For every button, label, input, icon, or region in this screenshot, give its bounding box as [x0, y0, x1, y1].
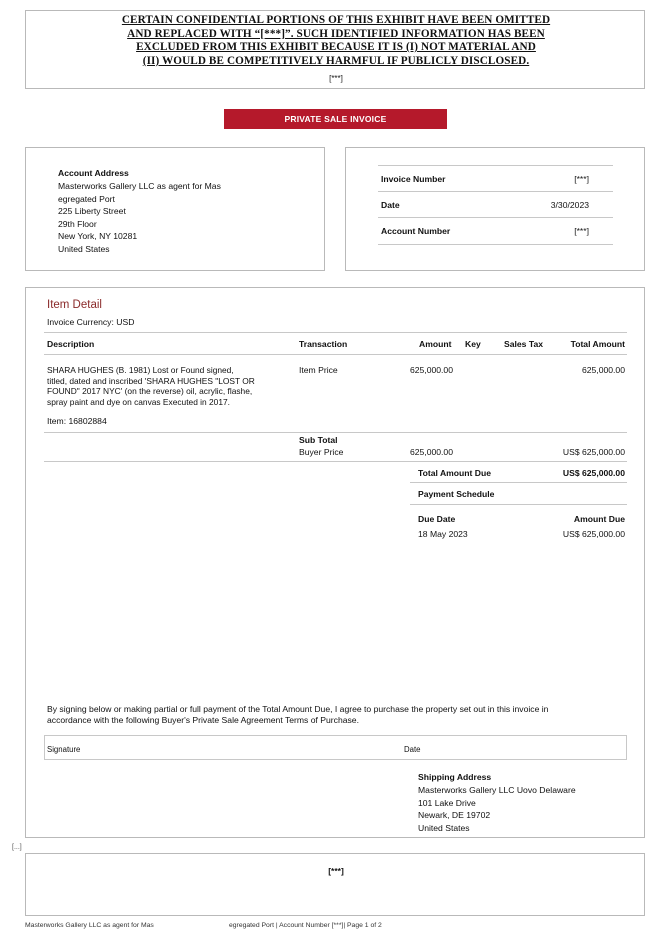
notice-line: EXCLUDED FROM THIS EXHIBIT BECAUSE IT IS (I) NOT MATERIAL AND — [136, 41, 536, 54]
invoice-date-value: 3/30/2023 — [550, 200, 589, 210]
item-detail-panel — [25, 287, 645, 838]
account-address-panel — [25, 147, 325, 271]
shipping-address-line: 101 Lake Drive — [418, 797, 476, 808]
shipping-address-line: Newark, DE 19702 — [418, 810, 491, 820]
table-top-divider — [44, 332, 627, 333]
shipping-address-title: Shipping Address — [418, 772, 492, 782]
confidentiality-notice — [25, 10, 645, 89]
account-address-title: Account Address — [58, 168, 129, 178]
account-address-line: 29th Floor — [58, 218, 97, 229]
account-number-value: [***] — [574, 226, 589, 236]
account-address-line: United States — [58, 243, 110, 254]
account-address-line: 225 Liberty Street — [58, 206, 126, 216]
total-due-label: Total Amount Due — [418, 468, 492, 478]
signature-label: Signature — [47, 745, 81, 754]
table-header-divider — [44, 354, 627, 355]
item-transaction: Item Price — [299, 365, 338, 375]
total-due-divider — [410, 482, 627, 483]
shipping-address-line: Masterworks Gallery LLC Uovo Delaware — [418, 785, 576, 795]
account-address-line: Masterworks Gallery LLC as agent for Mas — [58, 181, 221, 191]
due-date-header: Due Date — [418, 514, 456, 524]
subtotal-transaction: Buyer Price — [299, 447, 344, 457]
invoice-info-panel — [345, 147, 645, 271]
footer-page-info: egregated Port | Account Number [***]| Page 1 of 2 — [229, 922, 382, 929]
date-label: Date — [404, 745, 421, 754]
col-header-total-amount: Total Amount — [570, 339, 625, 349]
item-description-line: spray paint and dye on canvas Executed in 2017. — [47, 396, 230, 407]
subtotal-total: US$ 625,000.00 — [562, 447, 625, 457]
invoice-title-banner: PRIVATE SALE INVOICE — [224, 109, 447, 129]
item-row-divider — [44, 432, 627, 433]
account-number-row — [378, 217, 613, 243]
amount-due-header: Amount Due — [573, 514, 625, 524]
col-header-amount: Amount — [419, 339, 452, 349]
item-number: Item: 16802884 — [47, 416, 107, 426]
subtotal-label: Sub Total — [299, 435, 338, 445]
invoice-currency: Invoice Currency: USD — [47, 317, 135, 327]
col-header-description: Description — [47, 339, 95, 349]
invoice-date-label: Date — [381, 200, 400, 210]
invoice-number-row — [378, 165, 613, 191]
subtotal-amount: 625,000.00 — [409, 447, 453, 457]
invoice-date-row — [378, 191, 613, 217]
page-break-mark: [...] — [12, 844, 22, 851]
notice-redacted: [***] — [329, 74, 343, 83]
total-due-value: US$ 625,000.00 — [562, 468, 625, 478]
item-description-line: SHARA HUGHES (B. 1981) Lost or Found signed, — [47, 365, 234, 375]
subtotal-divider — [44, 461, 627, 462]
info-divider — [378, 244, 613, 245]
bottom-redacted-text: [***] — [328, 866, 344, 876]
invoice-number-value: [***] — [574, 174, 589, 184]
amount-due-value: US$ 625,000.00 — [562, 529, 625, 539]
purchase-terms — [47, 704, 607, 725]
notice-line: (II) WOULD BE COMPETITIVELY HARMFUL IF PUBLICLY DISCLOSED. — [142, 54, 530, 67]
notice-text — [26, 14, 646, 68]
account-address-line: New York, NY 10281 — [58, 231, 138, 241]
item-amount: 625,000.00 — [409, 365, 453, 375]
purchase-terms-line: By signing below or making partial or full payment of the Total Amount Due, I agree to purchase the property set out in this invoice in — [47, 704, 549, 714]
item-description-line: titled, dated and inscribed 'SHARA HUGHES "LOST OR — [47, 375, 255, 386]
item-description-line: FOUND" 2017 NYC' (on the reverse) oil, acrylic, flashe, — [47, 386, 253, 397]
payment-schedule-title: Payment Schedule — [418, 489, 495, 499]
signature-box[interactable] — [44, 735, 627, 760]
shipping-address-line: United States — [418, 822, 470, 833]
purchase-terms-line: accordance with the following Buyer's Private Sale Agreement Terms of Purchase. — [47, 714, 359, 725]
payment-schedule-divider — [410, 504, 627, 505]
item-description — [47, 365, 287, 407]
account-address-line: egregated Port — [58, 193, 115, 204]
col-header-transaction: Transaction — [299, 339, 348, 349]
item-detail-title: Item Detail — [47, 299, 102, 311]
item-total-amount: 625,000.00 — [581, 365, 625, 375]
invoice-number-label: Invoice Number — [381, 174, 446, 184]
col-header-sales-tax: Sales Tax — [504, 339, 544, 349]
notice-line: AND REPLACED WITH “[***]”. SUCH IDENTIFIED INFORMATION HAS BEEN — [127, 27, 545, 40]
due-date-value: 18 May 2023 — [418, 529, 468, 539]
notice-line: CERTAIN CONFIDENTIAL PORTIONS OF THIS EXHIBIT HAVE BEEN OMITTED — [121, 14, 551, 26]
redacted-terms-panel — [25, 853, 645, 916]
col-header-key: Key — [465, 339, 481, 349]
footer-account-name: Masterworks Gallery LLC as agent for Mas — [25, 922, 154, 929]
account-number-label: Account Number — [381, 226, 451, 236]
